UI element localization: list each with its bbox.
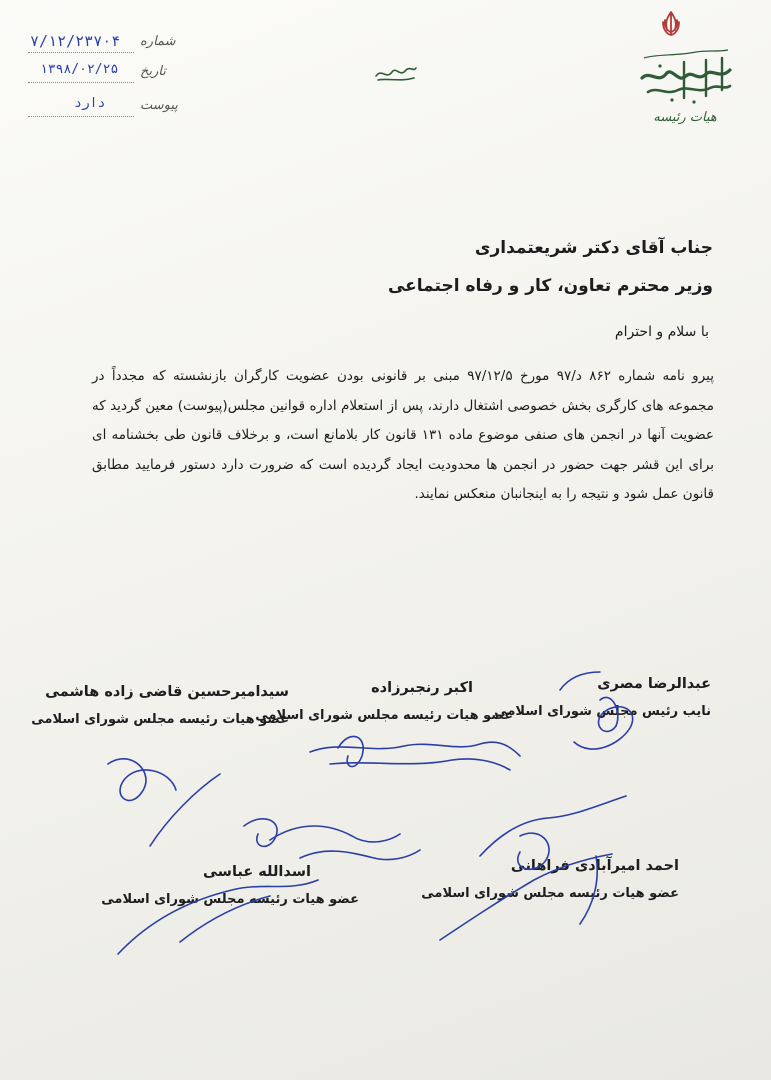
signature-4-stroke [480,796,626,856]
signature-5-stroke [300,850,420,860]
signature-block-3 [31,684,289,727]
number-line [28,52,134,53]
signatory-name: اسدالله عباسی [203,864,311,880]
signatory-title: نایب رئیس مجلس شورای اسلامی [494,704,711,719]
date-label: تاریخ [140,64,166,79]
number-label: شماره [140,34,176,49]
signature-block-1 [494,676,711,719]
signature-3-stroke [108,759,176,801]
iran-emblem-icon [655,8,687,40]
date-value: ۱۳۹۸/۰۲/۲۵ [40,62,119,77]
signatory-name: عبدالرضا مصری [597,676,711,692]
attachment-value: دارد [74,96,106,111]
signature-3-stroke [150,774,220,846]
signatory-title: عضو هیات رئیسه مجلس شورای اسلامی [421,886,679,901]
attachment-line [28,116,134,117]
recipient-name: جناب آقای دکتر شریعتمداری [474,238,713,258]
signatory-name: اکبر رنجبرزاده [371,680,473,696]
signature-block-2 [255,680,513,723]
signature-5-stroke [270,826,400,842]
majlis-logo [636,40,736,110]
signature-block-4 [421,858,679,901]
signature-5-stroke [244,819,277,847]
board-label: هیات رئیسه [653,110,717,125]
signature-2-stroke [310,742,520,756]
signatory-title: عضو هیات رئیسه مجلس شورای اسلامی [255,708,513,723]
signatory-title: عضو هیات رئیسه مجلس شورای اسلامی [31,712,289,727]
letter-body: پیرو نامه شماره ۸۶۲ د/۹۷ مورخ ۹۷/۱۲/۵ مبنی بر قانونی بودن عضویت کارگران بازنشسته که مجدداً در مجموعه های کارگری بخش خصوصی اشتغال دارند، پس از استعلام اداره قوانین مجلس(پیوست) معین گردید که عضویت آنها در انجمن های صنفی موضوع ماده ۱۳۱ قانون کار بلامانع است، و برخلاف قانون طی بخشنامه ای برای این قشر جهت حضور در انجمن ها محدودیت ایجاد گردیده است که ضرورت دارد دستور فرمایید مطابق قانون عمل شود و نتیجه را به اینجانبان منعکس نمایند. [92,368,714,502]
salutation: با سلام و احترام [614,324,709,340]
signatory-name: احمد امیرآبادی فراهانی [510,858,679,874]
basmala [372,60,418,86]
number-value: ۷/۱۲/۲۳۷۰۴ [30,32,121,50]
signature-2-stroke [338,736,363,766]
signatory-name: سیدامیرحسین قاضی زاده هاشمی [45,684,289,700]
signature-block-5 [101,864,359,907]
recipient-title: وزیر محترم تعاون، کار و رفاه اجتماعی [387,276,713,296]
signatory-title: عضو هیات رئیسه مجلس شورای اسلامی [101,892,359,907]
date-line [28,82,134,83]
signature-2-stroke [330,759,510,770]
attachment-label: پیوست [140,98,178,113]
